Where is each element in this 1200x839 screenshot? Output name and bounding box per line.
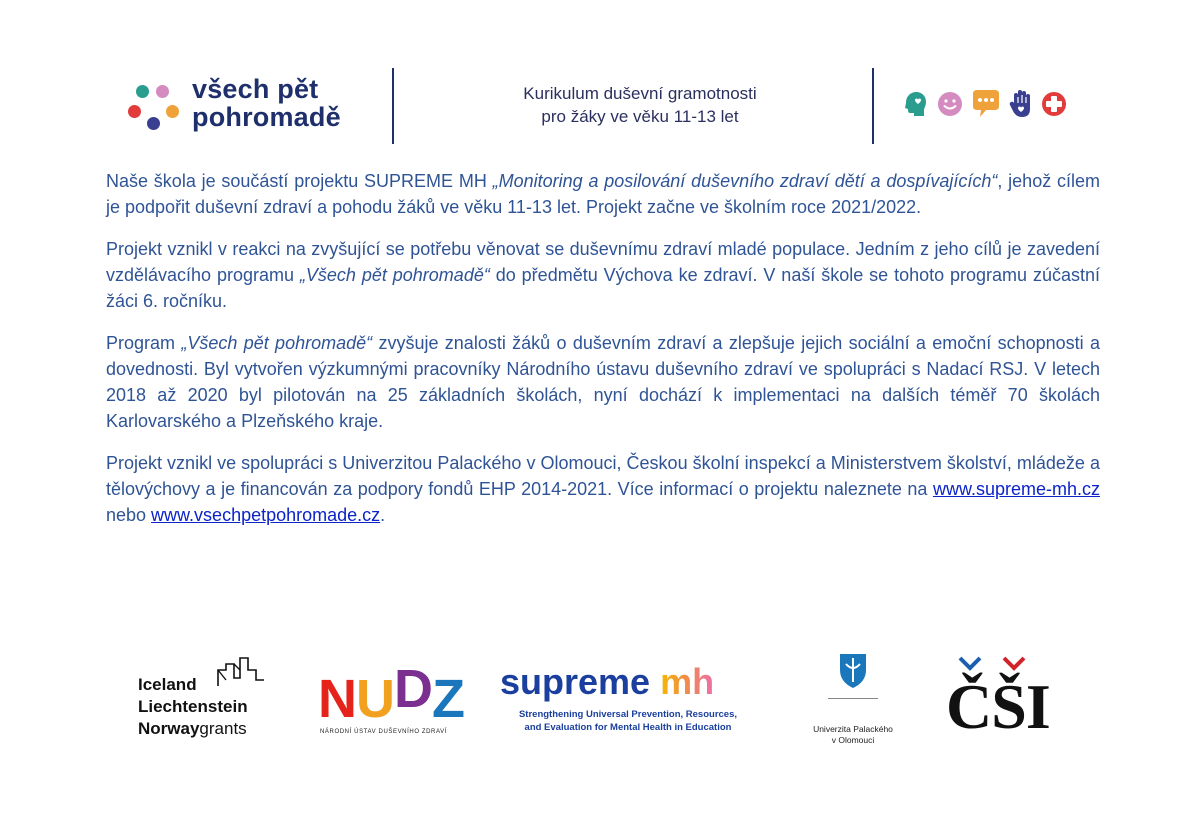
supreme-mh-suffix: mh: [660, 661, 715, 702]
p4-text-a: Projekt vznikl ve spolupráci s Univerzitou Palackého v Olomouci, Českou školní inspekcí a Ministerstvem školství, mládeže a tělovýchovy a je financován za podpory fondů EHP 2014-2021. Více informací o projektu naleznete na: [106, 453, 1100, 499]
csi-logo: [946, 654, 1061, 749]
brand-line-1: všech pět: [192, 74, 319, 104]
partner-logos: [0, 640, 1200, 760]
university-name-line-2: v Olomouci: [831, 735, 875, 745]
supreme-wordmark: [500, 662, 714, 702]
supreme-mh-link[interactable]: www.supreme-mh.cz: [932, 479, 1100, 499]
brand-name: [192, 75, 341, 131]
nudz-letters: [318, 659, 464, 729]
curriculum-title: [420, 82, 860, 128]
p2-text-a: Projekt vznikl v reakci na zvyšující se potřebu věnovat se duševnímu zdraví mladé populace. Jedním z jeho cílů je zavedení vzdělávacího programu: [106, 239, 1100, 285]
hand-icon: [1008, 89, 1034, 119]
eea-grants-text: [138, 674, 248, 740]
nudz-logo: [318, 659, 464, 745]
speech-bubble-icon: [970, 88, 1002, 120]
eea-line-3: [138, 718, 248, 740]
curriculum-title-line-1: Kurikulum duševní gramotnosti: [523, 84, 757, 103]
vsechpetpohromade-link[interactable]: www.vsechpetpohromade.cz: [151, 505, 381, 525]
p1-text-a: Naše škola je součástí projektu SUPREME MH: [106, 171, 493, 191]
header-divider-left: [392, 68, 394, 144]
eea-line-2: Liechtenstein: [138, 697, 248, 716]
header-icons: [900, 88, 1068, 120]
eea-grants-logo: [138, 656, 278, 746]
paragraph-project-intro: [106, 168, 1100, 220]
curriculum-title-line-2: pro žáky ve věku 11-13 let: [541, 107, 739, 126]
header: [0, 0, 1200, 160]
nudz-letter-n: N: [318, 669, 356, 729]
p4-text-end: .: [380, 505, 386, 525]
p2-program-title: „Všech pět pohromadě“: [299, 265, 490, 285]
nudz-letter-d: D: [394, 659, 432, 719]
nudz-letter-z: Z: [432, 669, 464, 729]
p4-text-mid: nebo: [106, 505, 152, 525]
csi-letters: ČŠI: [946, 671, 1050, 742]
paragraph-program-description: [106, 330, 1100, 434]
p2-text-c: do předmětu Výchova ke zdraví. V naší škole se tohoto programu zúčastní žáci 6. ročníku.: [106, 265, 1101, 311]
eea-line-1: Iceland: [138, 675, 197, 694]
supreme-tagline-2: and Evaluation for Mental Health in Education: [524, 722, 732, 733]
p3-text-a: Program: [106, 333, 182, 353]
palacky-university-logo: [800, 652, 910, 752]
eea-line-3-bold: Norway: [138, 719, 200, 738]
vsech-pet-pohromade-logo: [128, 75, 388, 145]
nudz-letter-u: U: [356, 669, 394, 729]
supreme-tagline-1: Strengthening Universal Prevention, Resources,: [518, 709, 738, 720]
university-crest-icon: [838, 652, 868, 690]
p3-program-title: „Všech pět pohromadě“: [181, 333, 373, 353]
main-text: [106, 168, 1100, 544]
paragraph-cooperation: [106, 450, 1100, 528]
smiley-icon: [936, 90, 964, 118]
university-name-line-1: Univerzita Palackého: [813, 724, 893, 734]
head-heart-icon: [900, 89, 930, 119]
logo-dots-icon: [128, 79, 188, 135]
eea-line-3-normal: grants: [199, 719, 247, 738]
supreme-mh-logo: [500, 662, 760, 742]
paragraph-project-origin: [106, 236, 1100, 314]
p1-project-title: „Monitoring a posilování duševního zdraví dětí a dospívajících“: [492, 171, 998, 191]
p3-text-c: zvyšuje znalosti žáků o duševním zdraví a zlepšuje jejich sociální a emoční schopnosti a dovednosti. Byl vytvořen výzkumnými pracovníky Národního ústavu duševního zdraví ve spolupráci s Nadací RSJ. V letech 2018 až 2020 byl pilotován na 25 základních školách, nyní dochází k implementaci na dalších téměř 70 školách Karlovarského a Plzeňského kraje.: [106, 333, 1101, 431]
medical-cross-icon: [1040, 90, 1068, 118]
university-divider: [828, 698, 878, 699]
nudz-subtitle: NÁRODNÍ ÚSTAV DUŠEVNÍHO ZDRAVÍ: [320, 729, 448, 735]
header-divider-right: [872, 68, 874, 144]
supreme-word: supreme: [500, 661, 651, 702]
p1-text-c: , jehož cílem je podpořit duševní zdraví a pohodu žáků ve věku 11-13 let. Projekt začne ve školním roce 2021/2022.: [106, 171, 1100, 217]
brand-line-2: pohromadě: [192, 102, 341, 132]
